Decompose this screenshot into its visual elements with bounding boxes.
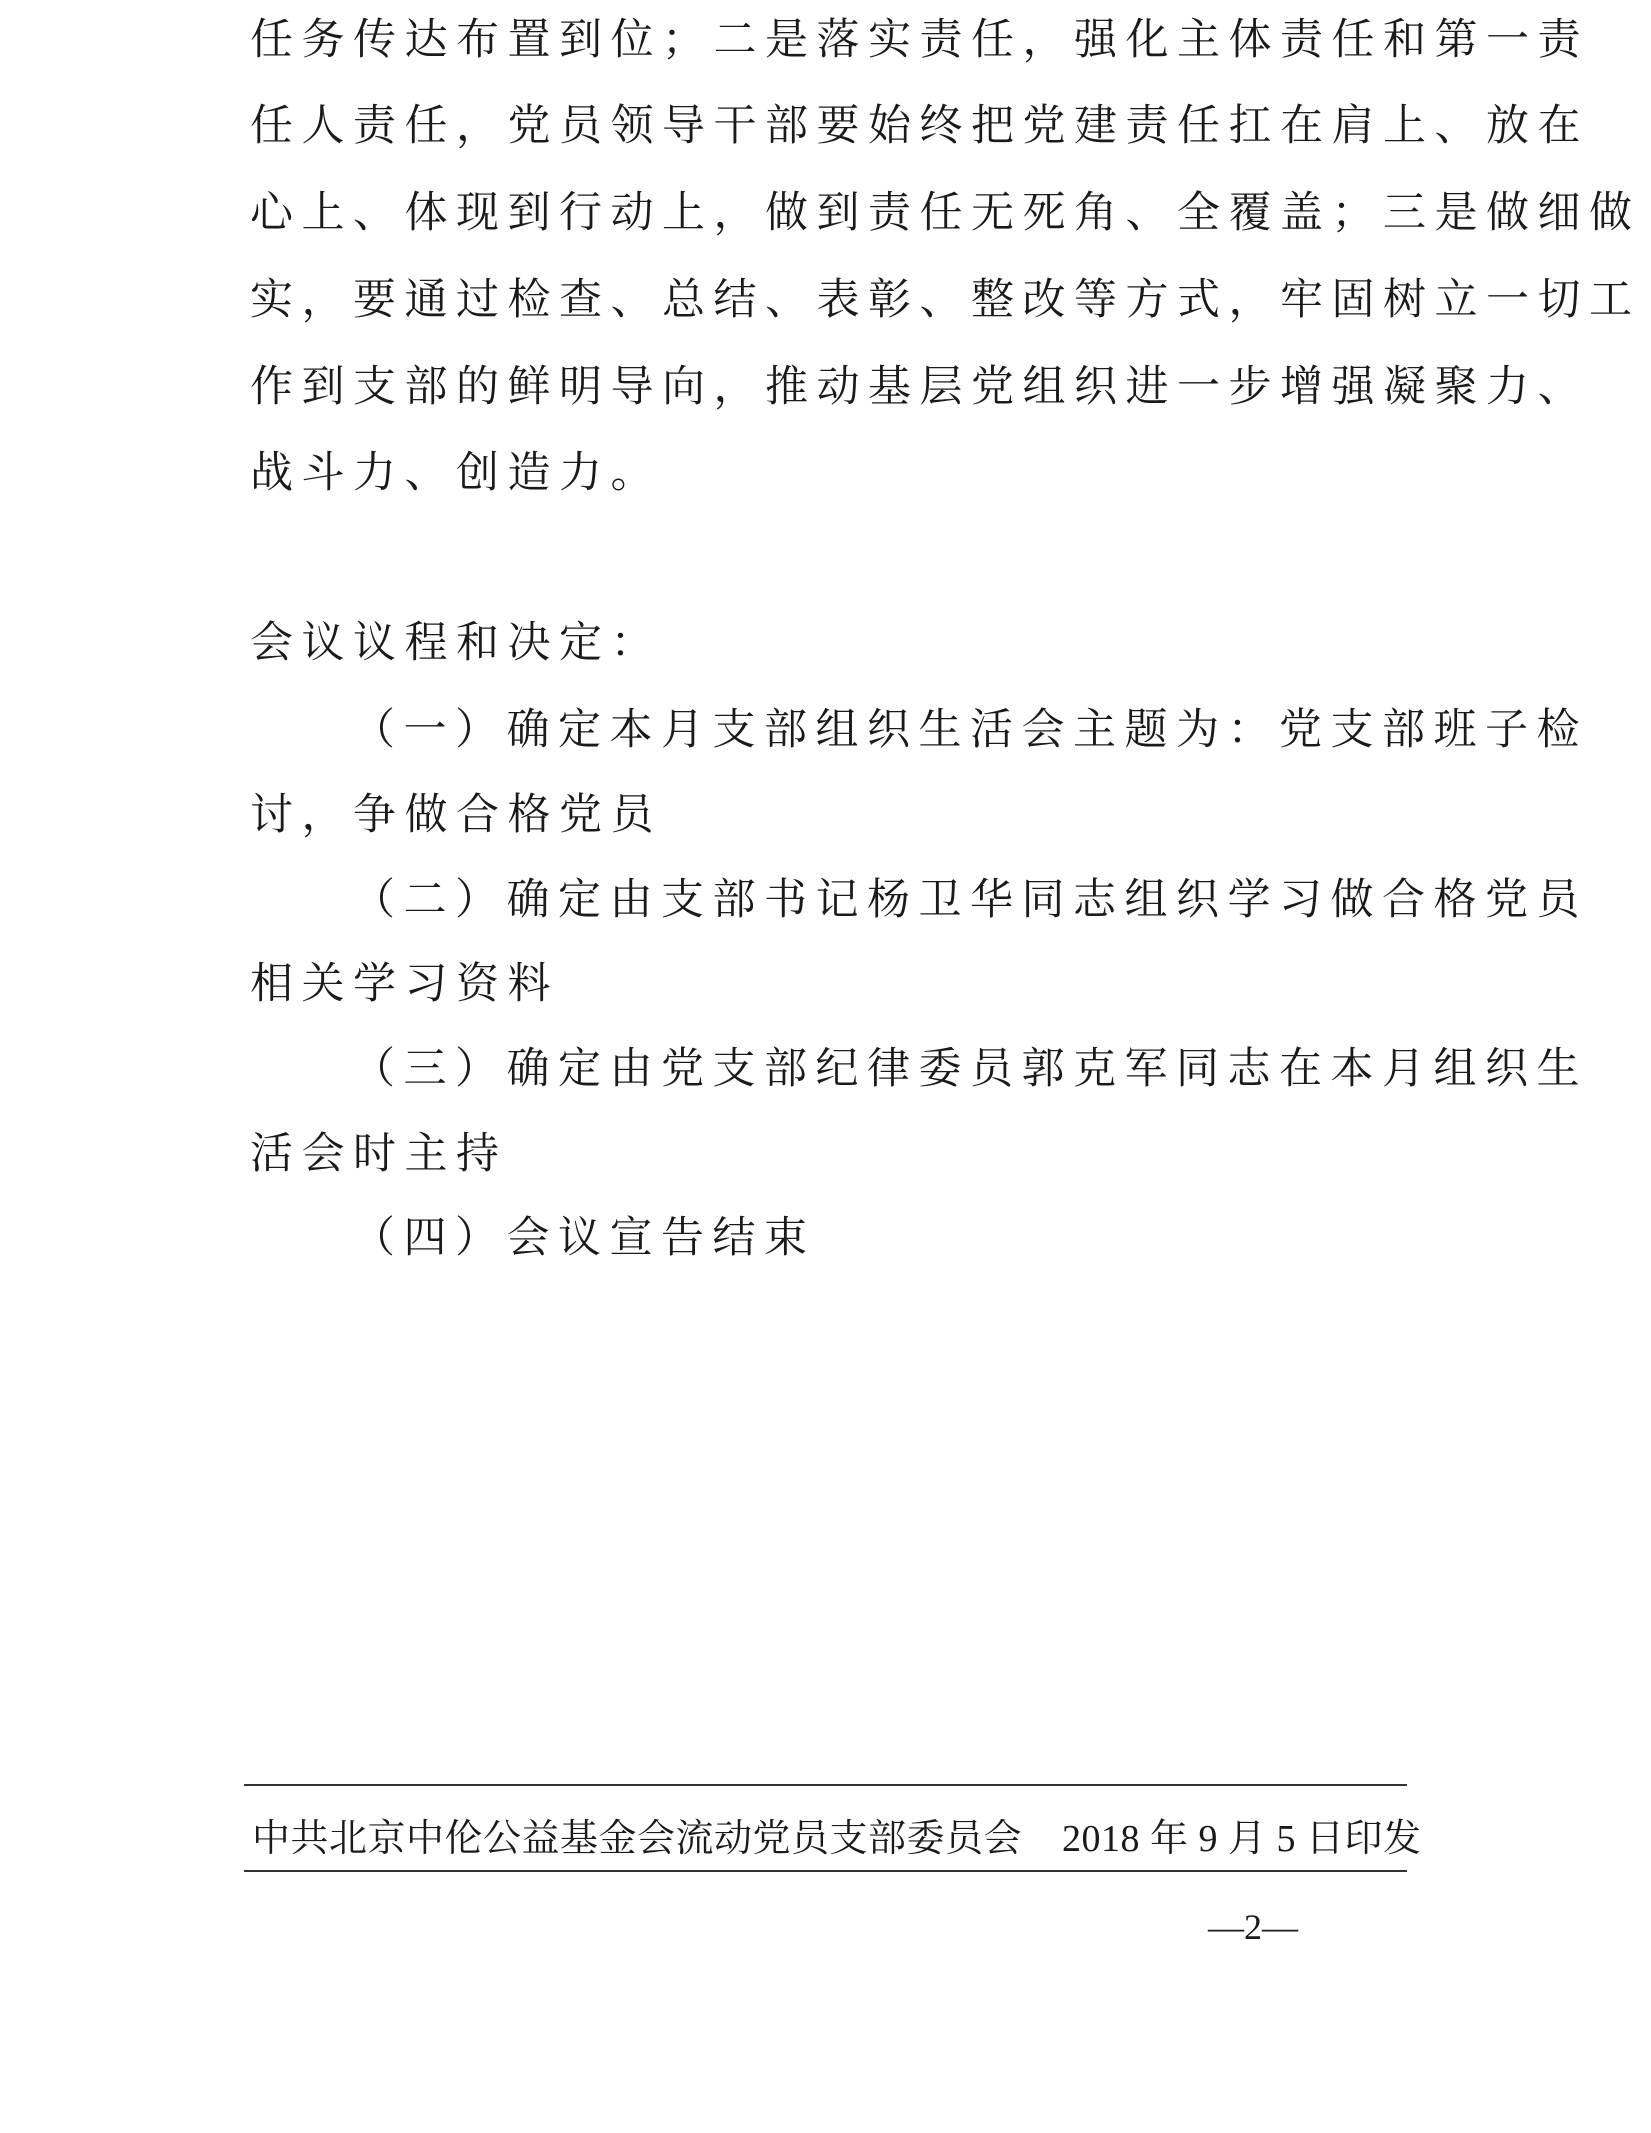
- body-line: 实，要通过检查、总结、表彰、整改等方式，牢固树立一切工: [250, 275, 1641, 325]
- agenda-item-1-line-2: 讨，争做合格党员: [250, 790, 662, 840]
- body-line: 战斗力、创造力。: [250, 448, 662, 498]
- page-number: —2—: [1208, 1907, 1298, 1947]
- agenda-heading: 会议议程和决定：: [250, 618, 662, 668]
- footer-top-rule: [244, 1784, 1407, 1786]
- agenda-item-3-line-2: 活会时主持: [250, 1129, 508, 1179]
- agenda-item-2-line-2: 相关学习资料: [250, 959, 559, 1009]
- agenda-item-1-line-1: （一）确定本月支部组织生活会主题为：党支部班子检: [352, 705, 1588, 755]
- body-line: 任务传达布置到位；二是落实责任，强化主体责任和第一责: [250, 15, 1589, 65]
- body-line: 心上、体现到行动上，做到责任无死角、全覆盖；三是做细做: [250, 188, 1641, 238]
- agenda-item-3-line-1: （三）确定由党支部纪律委员郭克军同志在本月组织生: [352, 1044, 1588, 1094]
- body-line: 作到支部的鲜明导向，推动基层党组织进一步增强凝聚力、: [250, 362, 1589, 412]
- footer-date: 2018 年 9 月 5 日印发: [1062, 1818, 1422, 1860]
- footer-organization: 中共北京中伦公益基金会流动党员支部委员会: [252, 1818, 1023, 1860]
- body-line: 任人责任，党员领导干部要始终把党建责任扛在肩上、放在: [250, 101, 1589, 151]
- footer-bottom-rule: [244, 1870, 1407, 1872]
- agenda-item-4-line-1: （四）会议宣告结束: [352, 1213, 816, 1263]
- agenda-item-2-line-1: （二）确定由支部书记杨卫华同志组织学习做合格党员: [352, 875, 1588, 925]
